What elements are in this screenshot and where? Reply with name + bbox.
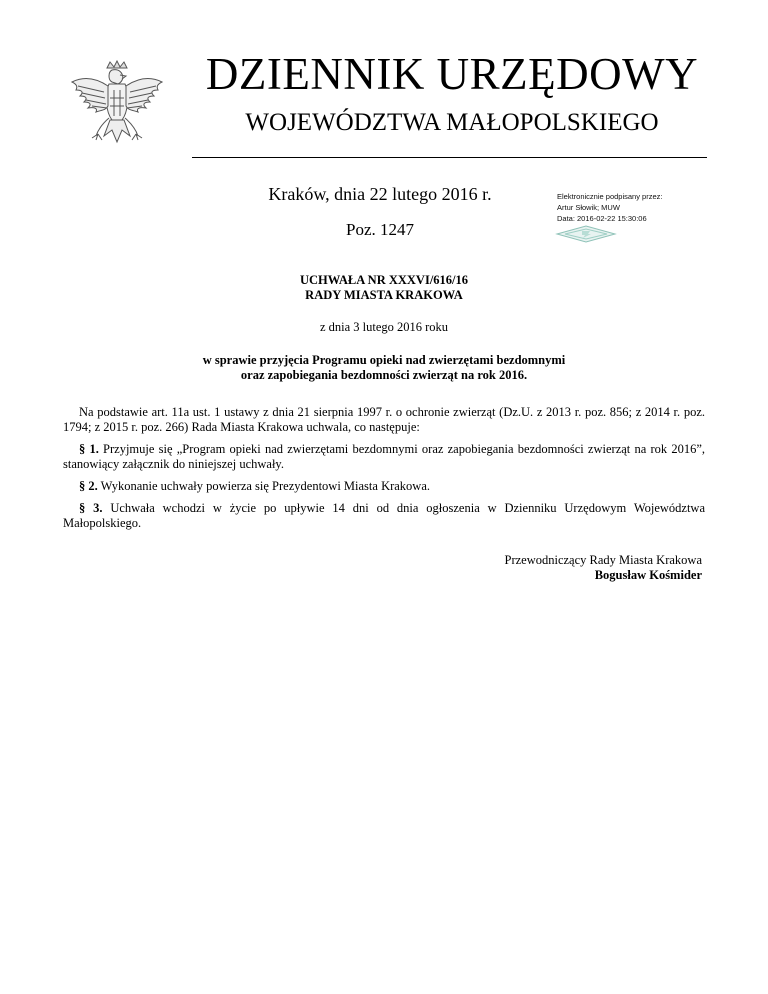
section-text: Przyjmuje się „Program opieki nad zwierzętami bezdomnymi oraz zapobiegania bezdomności zwierząt na rok 2016”, stanowiący załącznik do niniejszej uchwały. [63, 442, 705, 471]
section-label: § 2. [79, 479, 98, 493]
section-paragraph [63, 442, 705, 472]
section-text: Uchwała wchodzi w życie po upływie 14 dni od dnia ogłoszenia w Dzienniku Urzędowym Województwa Małopolskiego. [63, 501, 706, 530]
resolution-subject [100, 353, 668, 382]
e-signature-block [557, 191, 717, 224]
signer-name: Bogusław Kośmider [594, 568, 702, 582]
resolution-subject-line: oraz zapobiegania bezdomności zwierząt na rok 2016. [240, 367, 528, 382]
resolution-number: UCHWAŁA NR XXXVI/616/16 [299, 273, 469, 287]
section-paragraph [63, 501, 705, 531]
section-text: Wykonanie uchwały powierza się Prezydentowi Miasta Krakowa. [100, 479, 431, 493]
resolution-council: RADY MIASTA KRAKOWA [305, 288, 463, 302]
e-signature-date: Data: 2016-02-22 15:30:06 [557, 214, 647, 223]
e-signature-label: Elektronicznie podpisany przez: [557, 192, 663, 201]
section-label: § 1. [79, 442, 99, 456]
publication-place-date: Kraków, dnia 22 lutego 2016 r. [268, 184, 492, 204]
publication-position: Poz. 1247 [346, 220, 414, 239]
e-signature-logo-icon [555, 225, 617, 243]
journal-subtitle: WOJEWÓDZTWA MAŁOPOLSKIEGO [245, 109, 659, 136]
resolution-body [63, 405, 705, 538]
journal-title: DZIENNIK URZĘDOWY [205, 49, 699, 99]
section-paragraph [63, 479, 705, 494]
e-signature-signer: Artur Słowik; MUW [557, 203, 620, 212]
section-label: § 3. [79, 501, 103, 515]
preamble-paragraph: Na podstawie art. 11a ust. 1 ustawy z dnia 21 sierpnia 1997 r. o ochronie zwierząt (Dz.U. z 2013 r. poz. 856; z 2014 r. poz. 1794; z 2015 r. poz. 266) Rada Miasta Krakowa uchwala, co następuje: [63, 405, 705, 434]
polish-eagle-emblem-icon [62, 60, 172, 160]
signature-block [400, 553, 702, 583]
resolution-date: z dnia 3 lutego 2016 roku [319, 320, 449, 334]
resolution-subject-line: w sprawie przyjęcia Programu opieki nad zwierzętami bezdomnymi [202, 353, 566, 367]
resolution-title [100, 273, 668, 303]
signer-role: Przewodniczący Rady Miasta Krakowa [504, 553, 702, 567]
header-divider [192, 157, 707, 158]
